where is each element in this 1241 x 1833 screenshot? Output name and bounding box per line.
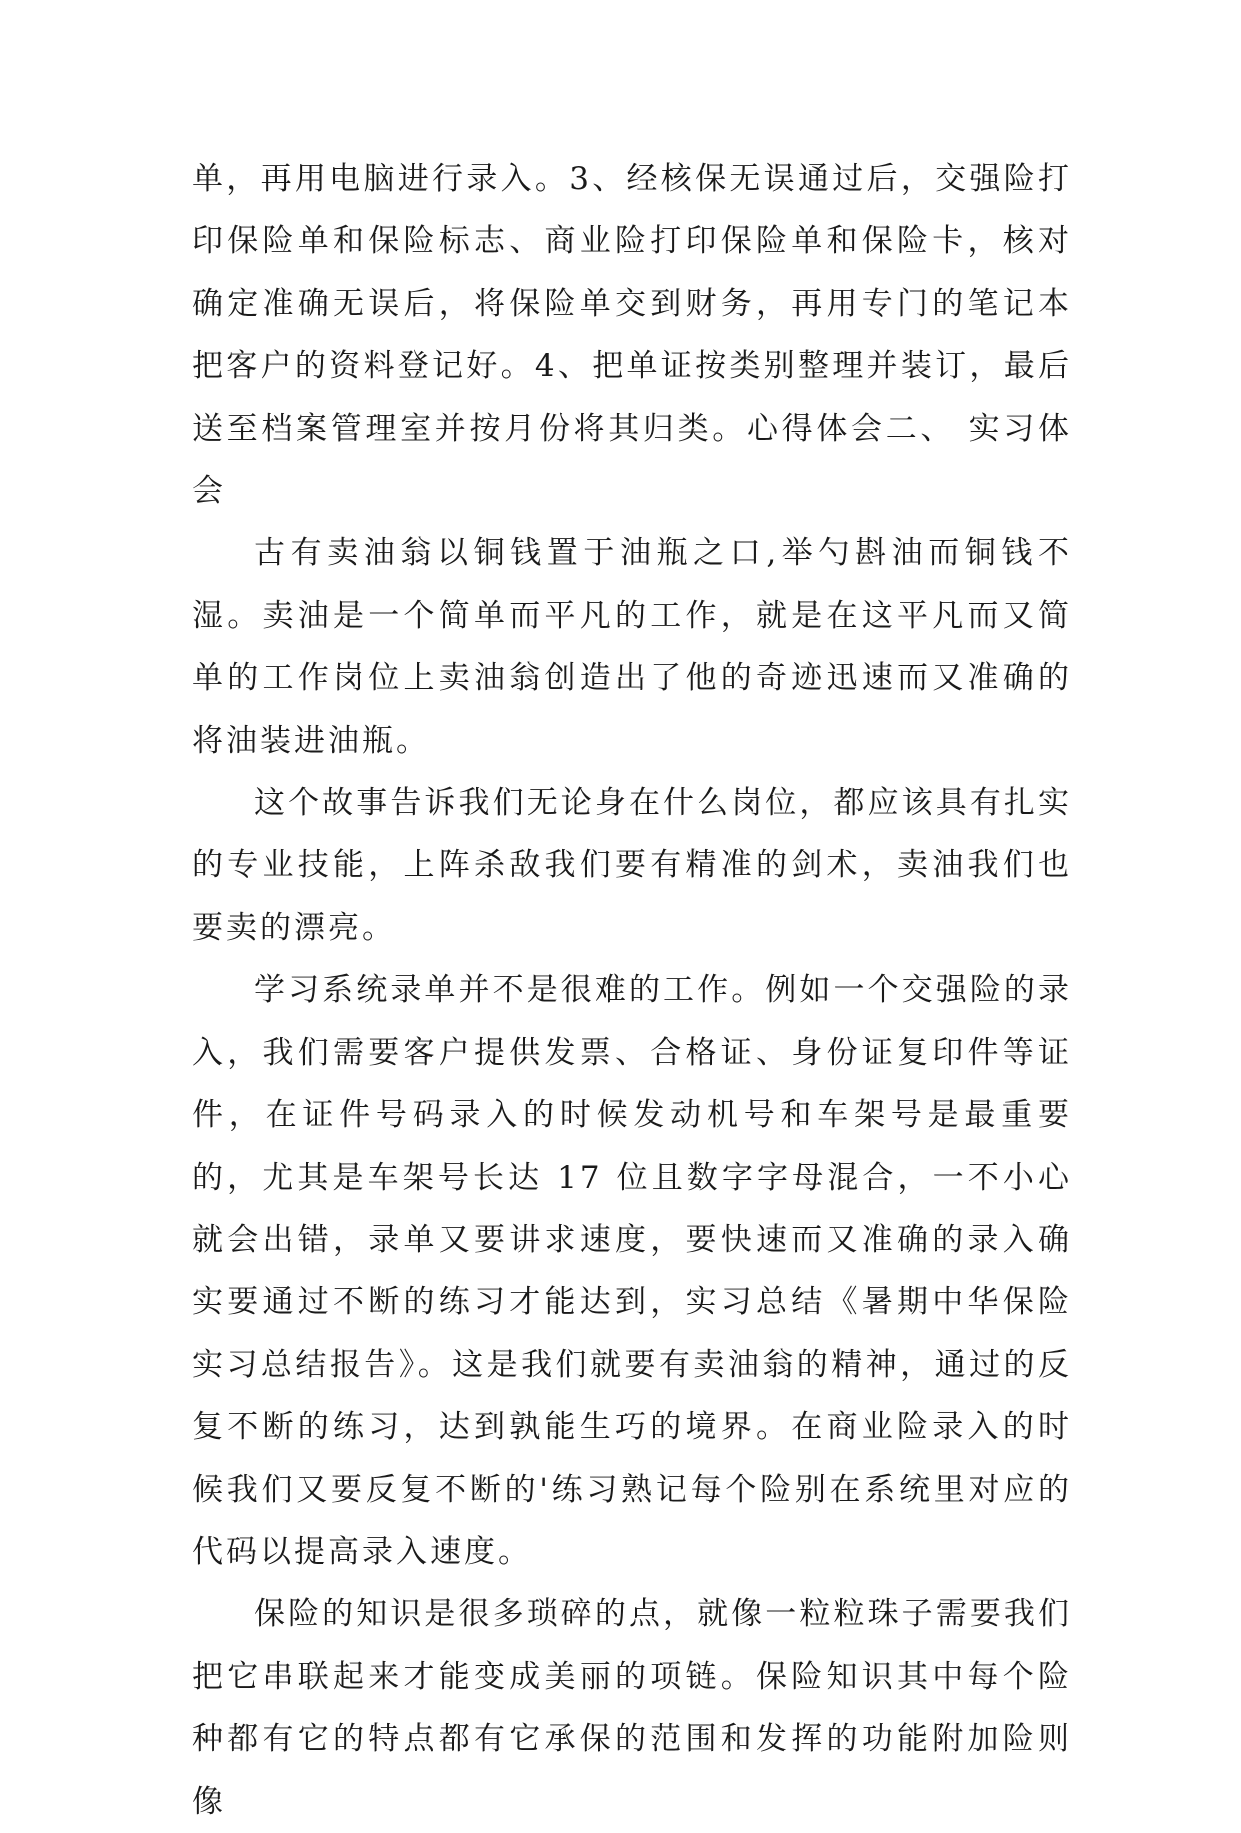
paragraph-5: 保险的知识是很多琐碎的点，就像一粒粒珠子需要我们把它串联起来才能变成美丽的项链。保险知识其中每个险种都有它的特点都有它承保的范围和发挥的功能附加险则像 xyxy=(192,1596,1072,1820)
paragraph-2: 古有卖油翁以铜钱置于油瓶之口,举勺斟油而铜钱不湿。卖油是一个简单而平凡的工作，就是在这平凡而又简单的工作岗位上卖油翁创造出了他的奇迹迅速而又准确的将油装进油瓶。 xyxy=(192,535,1072,759)
paragraph-1: 单，再用电脑进行录入。3、经核保无误通过后，交强险打印保险单和保险标志、商业险打印保险单和保险卡，核对确定准确无误后，将保险单交到财务，再用专门的笔记本把客户的资料登记好。4、把单证按类别整理并装订，最后送至档案管理室并按月份将其归类。心得体会二、 实习体会 xyxy=(192,161,1072,510)
document-body xyxy=(192,148,1072,1833)
paragraph-4: 学习系统录单并不是很难的工作。例如一个交强险的录入，我们需要客户提供发票、合格证、身份证复印件等证件，在证件号码录入的时候发动机号和车架号是最重要的，尤其是车架号长达 17 位且数字字母混合，一不小心就会出错，录单又要讲求速度，要快速而又准确的录入确实要通过不断的练习才能达到，实习总结《暑期中华保险实习总结报告》。这是我们就要有卖油翁的精神，通过的反复不断的练习，达到孰能生巧的境界。在商业险录入的时候我们又要反复不断的'练习熟记每个险别在系统里对应的代码以提高录入速度。 xyxy=(192,972,1072,1570)
paragraph-3: 这个故事告诉我们无论身在什么岗位，都应该具有扎实的专业技能，上阵杀敌我们要有精准的剑术，卖油我们也要卖的漂亮。 xyxy=(192,785,1072,946)
